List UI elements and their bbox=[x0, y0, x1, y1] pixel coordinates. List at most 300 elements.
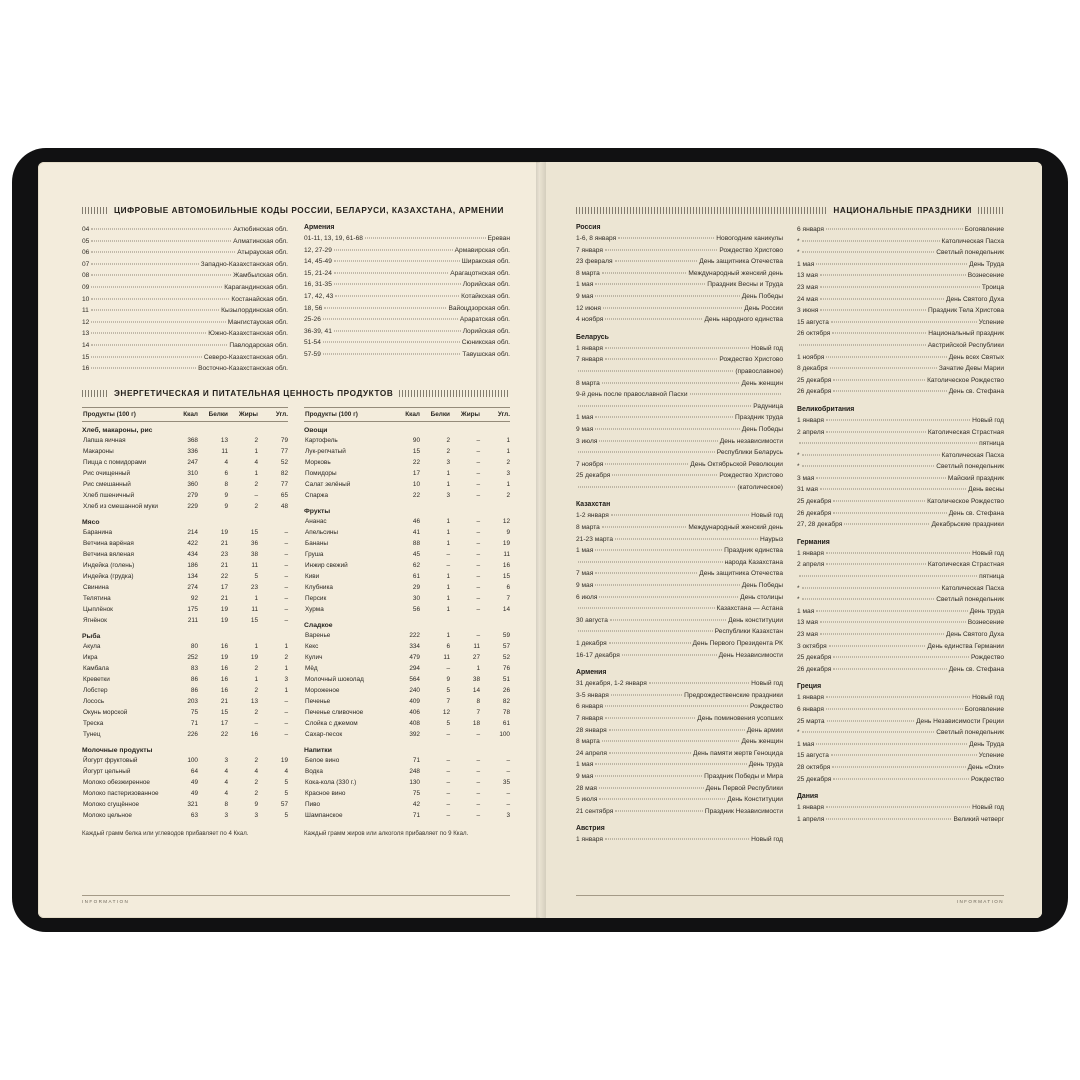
cell-value: – bbox=[446, 756, 450, 764]
cell-name: Индейка (голень) bbox=[83, 561, 135, 569]
item-value: Зачатие Девы Марии bbox=[938, 365, 1004, 373]
cell-value: 2 bbox=[254, 480, 258, 488]
cell-value: – bbox=[476, 631, 480, 639]
leader-dots bbox=[832, 333, 926, 334]
item-key: 7 мая bbox=[576, 570, 594, 578]
leader-dots bbox=[605, 347, 749, 348]
item-key: 1 января bbox=[576, 344, 603, 352]
country-title: Греция bbox=[797, 683, 822, 691]
list-item bbox=[576, 354, 783, 366]
leader-dots bbox=[605, 249, 717, 250]
leader-dots bbox=[826, 708, 963, 709]
table-row bbox=[82, 652, 288, 663]
item-key: 1 мая bbox=[797, 260, 815, 268]
cell-name: Шампанское bbox=[305, 811, 343, 819]
table-row bbox=[304, 663, 510, 674]
cell-name: Инжир свежий bbox=[305, 561, 348, 569]
table-row bbox=[82, 777, 288, 788]
cell-value: 1 bbox=[254, 642, 258, 650]
table-row bbox=[304, 685, 510, 696]
leader-dots bbox=[578, 452, 715, 453]
item-key: 1 января bbox=[797, 804, 824, 812]
list-item bbox=[82, 317, 288, 329]
list-item bbox=[576, 412, 783, 424]
leader-dots bbox=[603, 307, 742, 308]
leader-dots bbox=[816, 743, 967, 744]
column-header: Жиры bbox=[238, 410, 258, 418]
list-item bbox=[304, 279, 510, 291]
list-item bbox=[576, 690, 783, 702]
list-item bbox=[797, 473, 1004, 485]
table-row bbox=[82, 674, 288, 685]
cell-value: 5 bbox=[284, 789, 288, 797]
table-row bbox=[82, 457, 288, 468]
item-value: Богоявление bbox=[964, 705, 1004, 713]
column-header: Белки bbox=[430, 410, 450, 418]
item-key: 3-5 января bbox=[576, 691, 609, 699]
table-row bbox=[304, 516, 510, 527]
item-key: 25 декабря bbox=[797, 654, 832, 662]
cell-value: 26 bbox=[502, 686, 510, 694]
cell-value: 321 bbox=[187, 800, 198, 808]
cell-value: 2 bbox=[506, 491, 510, 499]
cell-value: 16 bbox=[220, 664, 228, 672]
cell-value: 1 bbox=[446, 469, 450, 477]
leader-dots bbox=[335, 295, 459, 296]
leader-dots bbox=[799, 576, 977, 577]
list-item bbox=[797, 340, 1004, 352]
cell-value: 77 bbox=[280, 447, 288, 455]
item-value: (православное) bbox=[735, 367, 783, 375]
cell-name: Молоко обезжиренное bbox=[83, 778, 150, 786]
leader-dots bbox=[91, 275, 231, 276]
car-codes-heading bbox=[82, 206, 510, 215]
item-key: 1 мая bbox=[797, 607, 815, 615]
cell-value: 30 bbox=[412, 594, 420, 602]
leader-dots bbox=[91, 263, 198, 264]
cell-value: 52 bbox=[280, 458, 288, 466]
list-item bbox=[304, 303, 510, 315]
cell-value: 3 bbox=[224, 756, 228, 764]
item-value: Католическая Пасха bbox=[941, 237, 1004, 245]
cell-value: 82 bbox=[280, 469, 288, 477]
cell-value: 36 bbox=[250, 539, 258, 547]
cell-value: – bbox=[476, 528, 480, 536]
cell-value: 2 bbox=[254, 756, 258, 764]
item-value: Арагацотнская обл. bbox=[450, 269, 510, 277]
cell-value: 248 bbox=[409, 767, 420, 775]
armenia-subtitle: Армения bbox=[304, 224, 335, 231]
cell-value: 479 bbox=[409, 653, 420, 661]
item-key: 9-й день после православной Пасхи bbox=[576, 391, 688, 399]
list-item bbox=[576, 482, 783, 494]
cell-value: – bbox=[446, 778, 450, 786]
table-row bbox=[82, 527, 288, 538]
leader-dots bbox=[334, 272, 448, 273]
item-key: 1-6, 8 января bbox=[576, 235, 617, 242]
cell-value: 1 bbox=[446, 528, 450, 536]
cell-value: 1 bbox=[446, 594, 450, 602]
leader-dots bbox=[833, 668, 946, 669]
cell-value: 2 bbox=[446, 447, 450, 455]
leader-dots bbox=[826, 697, 970, 698]
table-row bbox=[304, 593, 510, 604]
leader-dots bbox=[91, 240, 231, 241]
item-key: 8 декабря bbox=[797, 365, 828, 373]
holidays-heading bbox=[576, 206, 1004, 215]
item-value: Алматинская обл. bbox=[233, 237, 288, 245]
leader-dots bbox=[827, 720, 915, 721]
item-key: 9 мая bbox=[576, 582, 594, 590]
cell-value: 19 bbox=[502, 539, 510, 547]
cell-value: 75 bbox=[190, 708, 198, 716]
item-value: Сюникская обл. bbox=[461, 339, 510, 347]
item-key: 1 января bbox=[797, 549, 824, 557]
cell-value: – bbox=[476, 730, 480, 738]
item-key: 51-54 bbox=[304, 339, 321, 347]
item-value: День всех Святых bbox=[948, 353, 1004, 361]
item-key: 23 мая bbox=[797, 631, 818, 638]
notebook-spread bbox=[38, 162, 1042, 918]
cell-name: Лук-репчатый bbox=[305, 447, 346, 455]
item-value: Католическая Страстная bbox=[927, 561, 1004, 569]
cell-value: 1 bbox=[446, 539, 450, 547]
table-row bbox=[82, 685, 288, 696]
list-item bbox=[576, 245, 783, 257]
table-row bbox=[304, 696, 510, 707]
leader-dots bbox=[602, 382, 740, 383]
cell-name: Молоко цельное bbox=[83, 811, 132, 819]
cell-value: 408 bbox=[409, 719, 420, 727]
country-title: Армения bbox=[576, 669, 607, 677]
item-key: 15, 21-24 bbox=[304, 269, 332, 277]
cell-value: 3 bbox=[254, 811, 258, 819]
list-item bbox=[576, 650, 783, 662]
leader-dots bbox=[829, 645, 926, 646]
list-item bbox=[576, 615, 783, 627]
cell-value: – bbox=[446, 800, 450, 808]
item-key: 25 марта bbox=[797, 717, 825, 725]
cell-value: 62 bbox=[412, 561, 420, 569]
item-value: День Первой Республики bbox=[705, 784, 783, 792]
table-row bbox=[304, 799, 510, 810]
table-row bbox=[304, 560, 510, 571]
leader-dots bbox=[595, 585, 739, 586]
cell-value: 92 bbox=[190, 594, 198, 602]
leader-dots bbox=[610, 619, 726, 620]
cell-value: – bbox=[254, 719, 258, 727]
item-value: День женщин bbox=[741, 379, 783, 387]
cell-value: 3 bbox=[446, 491, 450, 499]
item-value: День женщин bbox=[741, 738, 783, 746]
leader-dots bbox=[91, 252, 235, 253]
cell-name: Киви bbox=[305, 572, 320, 580]
item-value: День народного единства bbox=[704, 316, 783, 324]
cell-value: 64 bbox=[190, 767, 198, 775]
cell-value: – bbox=[446, 664, 450, 672]
cell-value: 5 bbox=[446, 686, 450, 694]
car-codes-col-2 bbox=[304, 224, 510, 375]
item-value: Католическая Пасха bbox=[941, 451, 1004, 459]
item-key: 16-17 декабря bbox=[576, 651, 620, 659]
list-item bbox=[797, 224, 1004, 236]
list-item bbox=[797, 606, 1004, 618]
item-key: * bbox=[797, 237, 800, 245]
item-value: Предрождественские праздники bbox=[684, 691, 783, 699]
cell-value: 3 bbox=[224, 811, 228, 819]
leader-dots bbox=[323, 342, 460, 343]
cell-value: 19 bbox=[220, 653, 228, 661]
column-header: Угл. bbox=[275, 410, 288, 418]
cell-value: 9 bbox=[254, 800, 258, 808]
cell-value: 11 bbox=[251, 605, 258, 613]
item-key: 23 февраля bbox=[576, 258, 613, 266]
cell-value: – bbox=[284, 583, 288, 591]
item-key: 25 декабря bbox=[797, 775, 832, 783]
item-value: народа Казахстана bbox=[724, 558, 783, 566]
cell-value: – bbox=[476, 550, 480, 558]
group-title: Напитки bbox=[304, 746, 332, 754]
cell-value: 186 bbox=[187, 561, 198, 569]
cell-value: 16 bbox=[220, 642, 228, 650]
item-key: 11 bbox=[82, 307, 89, 315]
cell-value: 51 bbox=[502, 675, 510, 683]
list-item bbox=[797, 617, 1004, 629]
leader-dots bbox=[826, 564, 926, 565]
item-key: 13 мая bbox=[797, 272, 818, 280]
table-row bbox=[82, 788, 288, 799]
hatch-decoration-icon bbox=[82, 390, 108, 397]
cell-value: 21 bbox=[220, 561, 228, 569]
leader-dots bbox=[830, 368, 937, 369]
cell-name: Мороженое bbox=[305, 686, 340, 694]
list-item bbox=[576, 557, 783, 569]
leader-dots bbox=[334, 249, 453, 250]
leader-dots bbox=[826, 229, 963, 230]
item-value: День труда bbox=[969, 607, 1004, 615]
cell-name: Йогурт цельный bbox=[83, 767, 131, 775]
leader-dots bbox=[595, 295, 739, 296]
cell-value: – bbox=[476, 767, 480, 775]
item-value: Великий четверг bbox=[953, 815, 1004, 823]
cell-value: 274 bbox=[187, 583, 198, 591]
leader-dots bbox=[615, 538, 758, 539]
item-value: День независимости bbox=[719, 437, 783, 445]
item-value: День России bbox=[744, 304, 783, 312]
list-item bbox=[304, 291, 510, 303]
leader-dots bbox=[622, 654, 717, 655]
cell-value: 434 bbox=[187, 550, 198, 558]
cell-value: – bbox=[476, 480, 480, 488]
item-value: Атырауская обл. bbox=[237, 249, 288, 257]
cell-value: 392 bbox=[409, 730, 420, 738]
cell-value: – bbox=[446, 811, 450, 819]
list-item bbox=[576, 759, 783, 771]
list-item bbox=[797, 375, 1004, 387]
cell-name: Кока-кола (330 г.) bbox=[305, 778, 357, 786]
item-value: Новый год bbox=[751, 512, 783, 520]
cell-value: 130 bbox=[409, 778, 420, 786]
cell-value: 90 bbox=[412, 436, 420, 444]
table-row bbox=[304, 641, 510, 652]
cell-name: Варенье bbox=[305, 631, 331, 639]
cell-value: – bbox=[476, 594, 480, 602]
leader-dots bbox=[611, 515, 749, 516]
cell-value: 48 bbox=[280, 502, 288, 510]
column-header: Продукты (100 г) bbox=[305, 410, 358, 418]
item-value: День конституции bbox=[728, 616, 783, 624]
cell-value: 41 bbox=[412, 528, 420, 536]
list-item bbox=[304, 245, 510, 257]
cell-value: 78 bbox=[502, 708, 510, 716]
item-value: Ширакская обл. bbox=[461, 258, 510, 266]
cell-value: 38 bbox=[472, 675, 480, 683]
leader-dots bbox=[802, 587, 940, 588]
cell-value: 564 bbox=[409, 675, 420, 683]
leader-dots bbox=[599, 596, 738, 597]
cell-name: Персик bbox=[305, 594, 327, 602]
cell-value: 1 bbox=[254, 469, 258, 477]
table-row bbox=[82, 729, 288, 740]
item-value: Новый год bbox=[751, 344, 783, 352]
leader-dots bbox=[820, 622, 966, 623]
leader-dots bbox=[605, 319, 702, 320]
leader-dots bbox=[826, 356, 946, 357]
list-item bbox=[576, 314, 783, 326]
leader-dots bbox=[578, 486, 735, 487]
cell-value: – bbox=[284, 572, 288, 580]
leader-dots bbox=[578, 561, 723, 562]
cell-value: 4 bbox=[224, 458, 228, 466]
cell-value: 334 bbox=[409, 642, 420, 650]
item-value: Успение bbox=[978, 752, 1004, 760]
leader-dots bbox=[609, 752, 691, 753]
cell-value: 2 bbox=[506, 458, 510, 466]
cell-value: – bbox=[476, 517, 480, 525]
leader-dots bbox=[690, 394, 781, 395]
item-value: Светлый понедельник bbox=[936, 729, 1004, 737]
item-key: 17, 42, 43 bbox=[304, 292, 334, 300]
item-key: 01-11, 13, 19, 61-68 bbox=[304, 235, 363, 242]
group-title: Мясо bbox=[82, 518, 100, 526]
cell-value: – bbox=[446, 561, 450, 569]
cell-value: – bbox=[506, 789, 510, 797]
leader-dots bbox=[91, 229, 231, 230]
item-key: 2 апреля bbox=[797, 561, 825, 569]
list-item bbox=[576, 303, 783, 315]
leader-dots bbox=[595, 764, 746, 765]
item-value: Троица bbox=[981, 283, 1004, 291]
item-key: 15 августа bbox=[797, 752, 829, 760]
item-value: Кызылординская обл. bbox=[221, 307, 288, 315]
cell-name: Помидоры bbox=[305, 469, 337, 477]
cell-value: 7 bbox=[446, 697, 450, 705]
table-row bbox=[82, 501, 288, 512]
item-key: 07 bbox=[82, 260, 90, 268]
cell-value: 27 bbox=[472, 653, 480, 661]
cell-value: 38 bbox=[250, 550, 258, 558]
column-header: Жиры bbox=[460, 410, 480, 418]
cell-value: 9 bbox=[446, 675, 450, 683]
column-header: Продукты (100 г) bbox=[83, 410, 136, 418]
group-title: Овощи bbox=[304, 426, 328, 434]
cell-name: Груша bbox=[305, 550, 324, 558]
item-key: 24 мая bbox=[797, 295, 818, 303]
item-key: 10 bbox=[82, 295, 90, 303]
country-title: Казахстан bbox=[576, 501, 611, 509]
cell-name: Красное вино bbox=[305, 789, 346, 797]
car-codes-title: ЦИФРОВЫЕ АВТОМОБИЛЬНЫЕ КОДЫ РОССИИ, БЕЛАРУСИ, КАЗАХСТАНА, АРМЕНИИ bbox=[114, 206, 505, 215]
cell-value: 86 bbox=[190, 675, 198, 683]
cell-name: Кулич bbox=[305, 653, 323, 661]
cell-name: Салат зелёный bbox=[305, 480, 351, 488]
item-value: Радуница bbox=[753, 402, 783, 410]
list-item bbox=[797, 519, 1004, 531]
cell-value: – bbox=[446, 767, 450, 775]
footer-label: INFORMATION bbox=[956, 899, 1004, 904]
column-header: Белки bbox=[208, 410, 228, 418]
item-value: Праздник Независимости bbox=[704, 807, 783, 815]
leader-dots bbox=[833, 501, 925, 502]
item-key: 15 августа bbox=[797, 318, 829, 326]
list-item bbox=[797, 386, 1004, 398]
cell-value: 19 bbox=[220, 605, 228, 613]
table-row bbox=[304, 674, 510, 685]
cell-value: 8 bbox=[224, 480, 228, 488]
cell-value: 16 bbox=[220, 686, 228, 694]
item-value: День Победы bbox=[741, 582, 783, 590]
item-key: 25 декабря bbox=[576, 472, 611, 480]
list-item bbox=[576, 568, 783, 580]
cell-name: Водка bbox=[305, 767, 323, 775]
item-key: 1 января bbox=[797, 416, 824, 424]
leader-dots bbox=[599, 799, 725, 800]
cell-value: 7 bbox=[476, 708, 480, 716]
cell-value: 1 bbox=[506, 447, 510, 455]
item-value: Праздник Победы и Мира bbox=[704, 772, 783, 780]
cell-value: 13 bbox=[250, 697, 258, 705]
cell-value: 222 bbox=[409, 631, 420, 639]
cell-value: 1 bbox=[284, 686, 288, 694]
list-item bbox=[797, 641, 1004, 653]
cell-value: 368 bbox=[187, 436, 198, 444]
country-title: Дания bbox=[797, 793, 819, 801]
list-item bbox=[797, 363, 1004, 375]
item-value: Наурыз bbox=[759, 535, 783, 543]
cell-value: 18 bbox=[472, 719, 480, 727]
leader-dots bbox=[605, 839, 749, 840]
cell-value: 88 bbox=[412, 539, 420, 547]
cell-value: 29 bbox=[412, 583, 420, 591]
list-item bbox=[82, 282, 288, 294]
item-value: Успение bbox=[978, 318, 1004, 326]
cell-value: 65 bbox=[280, 491, 288, 499]
item-key: 04 bbox=[82, 226, 90, 233]
cell-value: 82 bbox=[502, 697, 510, 705]
holidays-col-1 bbox=[576, 224, 783, 846]
item-key: 15 bbox=[82, 353, 90, 361]
cell-name: Морковь bbox=[305, 458, 331, 466]
item-value: День труда bbox=[748, 761, 783, 769]
list-item bbox=[576, 424, 783, 436]
item-key: 27, 28 декабря bbox=[797, 521, 843, 529]
table-row bbox=[82, 755, 288, 766]
cell-value: 2 bbox=[254, 686, 258, 694]
cell-value: 19 bbox=[220, 528, 228, 536]
nutrition-table bbox=[82, 407, 510, 821]
cell-value: 4 bbox=[254, 458, 258, 466]
cell-value: – bbox=[446, 789, 450, 797]
